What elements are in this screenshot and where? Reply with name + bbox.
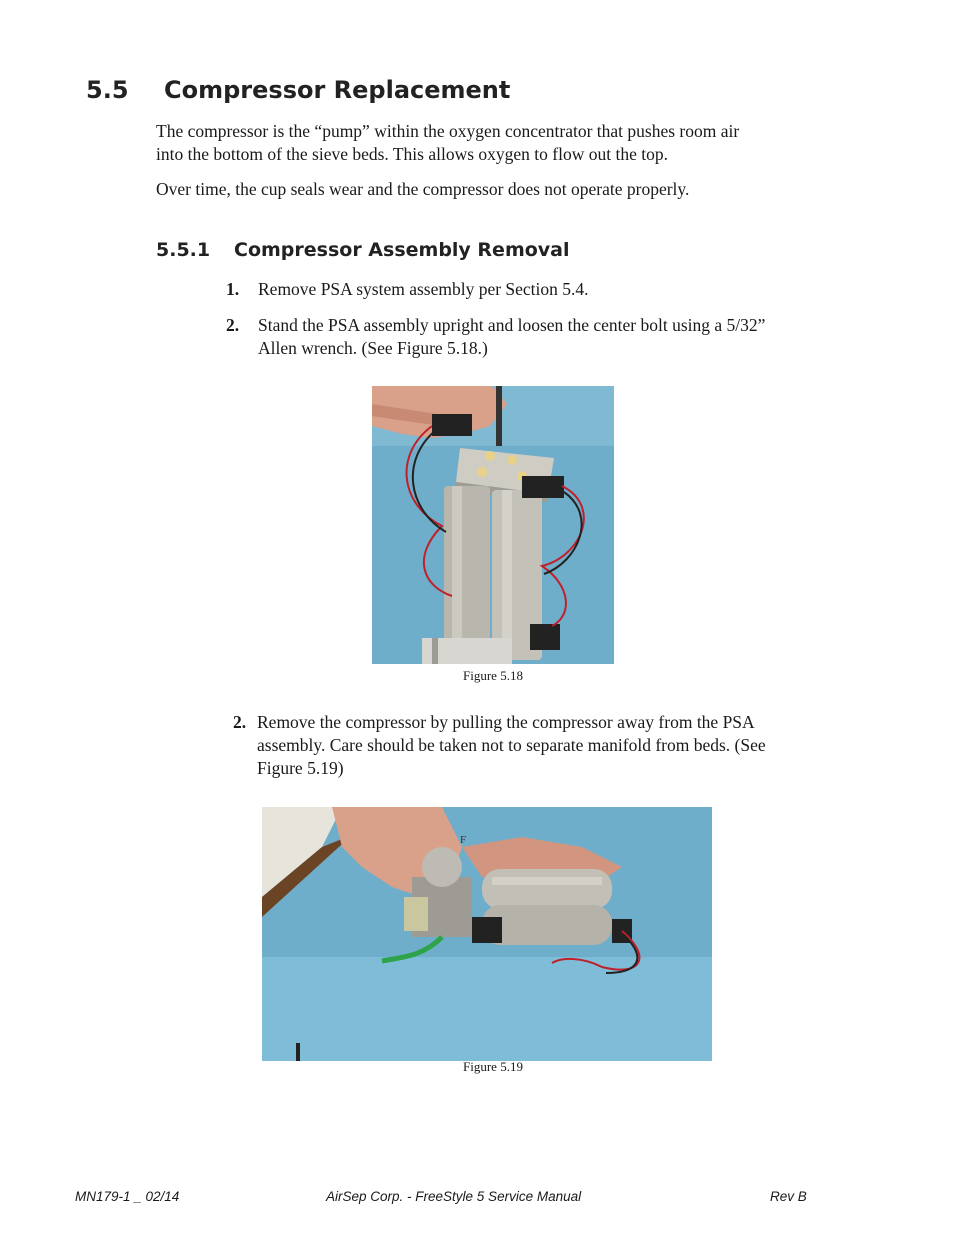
footer-revision: Rev B	[770, 1189, 807, 1204]
step-2-remove-compressor	[233, 711, 793, 783]
section-title: Compressor Replacement	[164, 76, 511, 104]
subsection-heading	[156, 239, 570, 261]
figure-5-18-photo	[372, 386, 614, 664]
section-number: 5.5	[86, 76, 129, 104]
footer-doc-number: MN179-1 _ 02/14	[75, 1189, 180, 1204]
step-number: 2.	[233, 712, 247, 732]
figure-5-18-caption: Figure 5.18	[463, 668, 523, 683]
step-number: 1.	[226, 279, 240, 299]
step-1	[226, 278, 786, 302]
step-text: Remove PSA system assembly per Section 5.4.	[258, 279, 589, 299]
step-number: 2.	[226, 315, 240, 335]
wear-paragraph: Over time, the cup seals wear and the compressor does not operate properly.	[156, 179, 690, 199]
step-text: Stand the PSA assembly upright and loosen the center bolt using a 5/32” Allen wrench. (See Figure 5.18.)	[258, 315, 766, 358]
section-heading	[86, 76, 510, 104]
step-text: Remove the compressor by pulling the compressor away from the PSA assembly. Care should be taken not to separate manifold from beds. (See Figure 5.19)	[257, 712, 766, 778]
compressor-removal-photo	[262, 807, 712, 1061]
psa-upright-photo	[372, 386, 614, 664]
intro-paragraph: The compressor is the “pump” within the oxygen concentrator that pushes room air into the bottom of the sieve beds. This allows oxygen to flow out the top.	[156, 121, 740, 164]
subsection-title: Compressor Assembly Removal	[234, 239, 570, 261]
figure-5-19-caption: Figure 5.19	[463, 1059, 523, 1074]
subsection-number: 5.5.1	[156, 239, 211, 261]
footer-title: AirSep Corp. - FreeStyle 5 Service Manual	[326, 1189, 582, 1204]
figure-5-19-photo	[262, 807, 712, 1061]
figure-marker: F	[460, 834, 467, 846]
step-2	[226, 314, 786, 362]
